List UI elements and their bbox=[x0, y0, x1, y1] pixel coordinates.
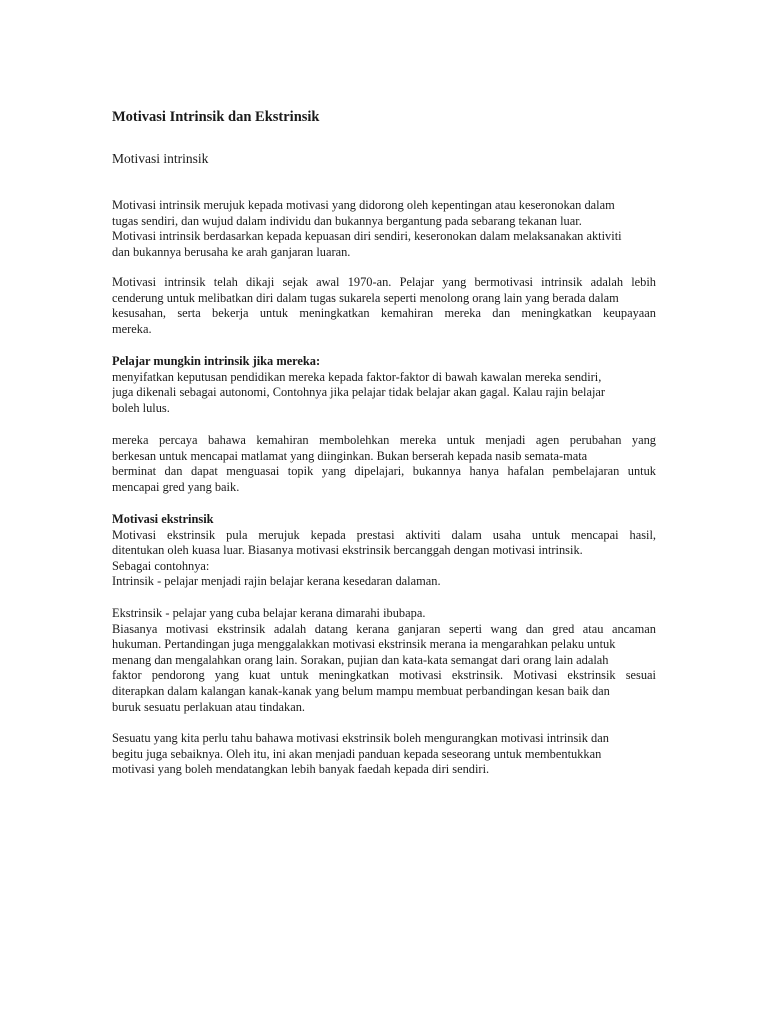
text-line: mencapai gred yang baik. bbox=[112, 479, 240, 494]
text-line: dan bukannya berusaha ke arah ganjaran luaran. bbox=[112, 244, 351, 259]
paragraph-intrinsic-conditions bbox=[112, 354, 656, 416]
text-line: kesusahan, serta bekerja untuk meningkatkan kemahiran mereka dan meningkatkan keupayaan bbox=[112, 306, 656, 321]
text-line: Motivasi intrinsik berdasarkan kepada kepuasan diri sendiri, keseronokan dalam melaksanakan aktiviti bbox=[112, 229, 622, 244]
text-line: juga dikenali sebagai autonomi, Contohnya jika pelajar tidak belajar akan gagal. Kalau rajin belajar bbox=[112, 385, 606, 400]
page-title: Motivasi Intrinsik dan Ekstrinsik bbox=[112, 109, 320, 125]
text-line: tugas sendiri, dan wujud dalam individu dan bukannya bergantung pada sebarang tekanan luar. bbox=[112, 213, 582, 228]
bold-heading-intrinsic-conditions: Pelajar mungkin intrinsik jika mereka: bbox=[112, 354, 321, 368]
paragraph-definition-intrinsic bbox=[112, 198, 656, 260]
text-line: Biasanya motivasi ekstrinsik adalah datang kerana ganjaran seperti wang dan gred atau ancaman bbox=[112, 621, 656, 636]
text-line: Motivasi intrinsik telah dikaji sejak awal 1970-an. Pelajar yang bermotivasi intrinsik adalah lebih bbox=[112, 275, 656, 289]
text-line: mereka. bbox=[112, 321, 152, 336]
paragraph-conclusion bbox=[112, 731, 656, 778]
text-line: cenderung untuk melibatkan diri dalam tugas sukarela seperti menolong orang lain yang berada dalam bbox=[112, 290, 619, 305]
text-line: diterapkan dalam kalangan kanak-kanak yang belum mampu membuat perbandingan kesan baik dan bbox=[112, 683, 610, 698]
text-line: mereka percaya bahawa kemahiran membolehkan mereka untuk menjadi agen perubahan yang bbox=[112, 433, 656, 447]
text-line: menang dan mengalahkan orang lain. Sorakan, pujian dan kata-kata semangat dari orang lain adalah bbox=[112, 652, 609, 667]
text-line: Intrinsik - pelajar menjadi rajin belajar kerana kesedaran dalaman. bbox=[112, 574, 441, 589]
paragraph-intrinsic-beliefs bbox=[112, 433, 656, 495]
text-line: Sebagai contohnya: bbox=[112, 558, 210, 573]
text-line: Sesuatu yang kita perlu tahu bahawa motivasi ekstrinsik boleh mengurangkan motivasi intrinsik dan bbox=[112, 731, 609, 745]
text-line: Ekstrinsik - pelajar yang cuba belajar kerana dimarahi ibubapa. bbox=[112, 606, 426, 620]
text-line: buruk sesuatu perlakuan atau tindakan. bbox=[112, 699, 306, 714]
paragraph-extrinsic-definition bbox=[112, 512, 656, 590]
text-line: menyifatkan keputusan pendidikan mereka kepada faktor-faktor di bawah kawalan mereka sendiri, bbox=[112, 369, 602, 384]
text-line: berkesan untuk mencapai matlamat yang diinginkan. Bukan berserah kepada nasib semata-mata bbox=[112, 448, 588, 463]
text-line: ditentukan oleh kuasa luar. Biasanya motivasi ekstrinsik bercanggah dengan motivasi intrinsik. bbox=[112, 543, 583, 558]
text-line: Motivasi intrinsik merujuk kepada motivasi yang didorong oleh kepentingan atau keseronokan dalam bbox=[112, 198, 615, 212]
text-line: motivasi yang boleh mendatangkan lebih banyak faedah kepada diri sendiri. bbox=[112, 762, 490, 777]
text-line: hukuman. Pertandingan juga menggalakkan motivasi ekstrinsik merana ia mengarahkan pelaku untuk bbox=[112, 637, 616, 652]
text-line: begitu juga sebaiknya. Oleh itu, ini akan menjadi panduan kepada seseorang untuk membentukkan bbox=[112, 746, 602, 761]
paragraph-extrinsic-examples bbox=[112, 606, 656, 715]
paragraph-intrinsic-research bbox=[112, 275, 656, 337]
bold-heading-extrinsic: Motivasi ekstrinsik bbox=[112, 512, 214, 526]
section-heading-intrinsic: Motivasi intrinsik bbox=[112, 151, 209, 166]
text-line: berminat dan dapat menguasai topik yang dipelajari, bukannya hanya hafalan pembelajaran untuk bbox=[112, 464, 656, 479]
text-line: boleh lulus. bbox=[112, 400, 170, 415]
text-line: Motivasi ekstrinsik pula merujuk kepada prestasi aktiviti dalam usaha untuk mencapai hasil, bbox=[112, 527, 656, 542]
text-line: faktor pendorong yang kuat untuk meningkatkan motivasi ekstrinsik. Motivasi ekstrinsik sesuai bbox=[112, 668, 656, 683]
